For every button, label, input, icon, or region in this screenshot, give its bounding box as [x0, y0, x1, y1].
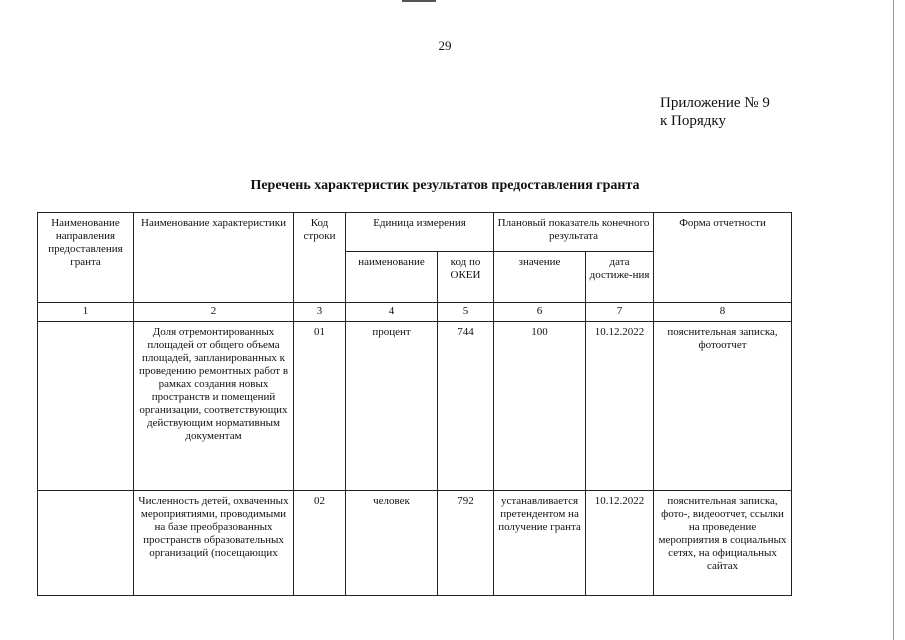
page-number: 29	[438, 38, 452, 53]
column-number: 2	[134, 303, 294, 322]
cell-report: пояснительная записка, фотоотчет	[654, 322, 792, 491]
header-plan-date: дата достиже-ния	[586, 252, 654, 303]
header-unit-okei: код по ОКЕИ	[438, 252, 494, 303]
cell-code: 01	[294, 322, 346, 491]
header-direction: Наименование направления предоставления гранта	[38, 213, 134, 303]
column-number: 6	[494, 303, 586, 322]
cell-direction	[38, 491, 134, 596]
column-number: 8	[654, 303, 792, 322]
header-plan-value: значение	[494, 252, 586, 303]
header-plan-group: Плановый показатель конечного результата	[494, 213, 654, 252]
appendix-reference	[660, 94, 770, 130]
header-unit-name: наименование	[346, 252, 438, 303]
cell-okei: 792	[438, 491, 494, 596]
characteristics-table	[37, 212, 792, 596]
header-characteristic: Наименование характеристики	[134, 213, 294, 303]
header-code: Код строки	[294, 213, 346, 303]
cell-characteristic: Доля отремонтированных площадей от общего объема площадей, запланированных к проведению ремонтных работ в рамках создания новых пространств и помещений организации, соответствующих действующим нормативным документам	[134, 322, 294, 491]
cell-report: пояснительная записка, фото-, видеоотчет, ссылки на проведение мероприятия в социальных сетях, на официальных сайтах	[654, 491, 792, 596]
appendix-line-1: Приложение № 9	[660, 95, 770, 111]
cell-unit: человек	[346, 491, 438, 596]
top-margin-mark	[402, 0, 436, 2]
column-number: 7	[586, 303, 654, 322]
column-number: 5	[438, 303, 494, 322]
header-report-form: Форма отчетности	[654, 213, 792, 303]
column-number: 4	[346, 303, 438, 322]
cell-code: 02	[294, 491, 346, 596]
table-row	[38, 322, 792, 491]
page-edge-line	[893, 0, 894, 640]
cell-direction	[38, 322, 134, 491]
appendix-line-2: к Порядку	[660, 113, 726, 129]
cell-value: устанавливается претендентом на получение гранта	[494, 491, 586, 596]
cell-okei: 744	[438, 322, 494, 491]
column-number-row	[38, 303, 792, 322]
document-title: Перечень характеристик результатов предоставления гранта	[250, 178, 640, 193]
cell-characteristic: Численность детей, охваченных мероприятиями, проводимыми на базе преобразованных пространств образовательных организаций (посещающих	[134, 491, 294, 596]
cell-date: 10.12.2022	[586, 491, 654, 596]
cell-value: 100	[494, 322, 586, 491]
column-number: 3	[294, 303, 346, 322]
column-number: 1	[38, 303, 134, 322]
cell-date: 10.12.2022	[586, 322, 654, 491]
table-header-row	[38, 213, 792, 252]
header-unit-group: Единица измерения	[346, 213, 494, 252]
table-row	[38, 491, 792, 596]
cell-unit: процент	[346, 322, 438, 491]
